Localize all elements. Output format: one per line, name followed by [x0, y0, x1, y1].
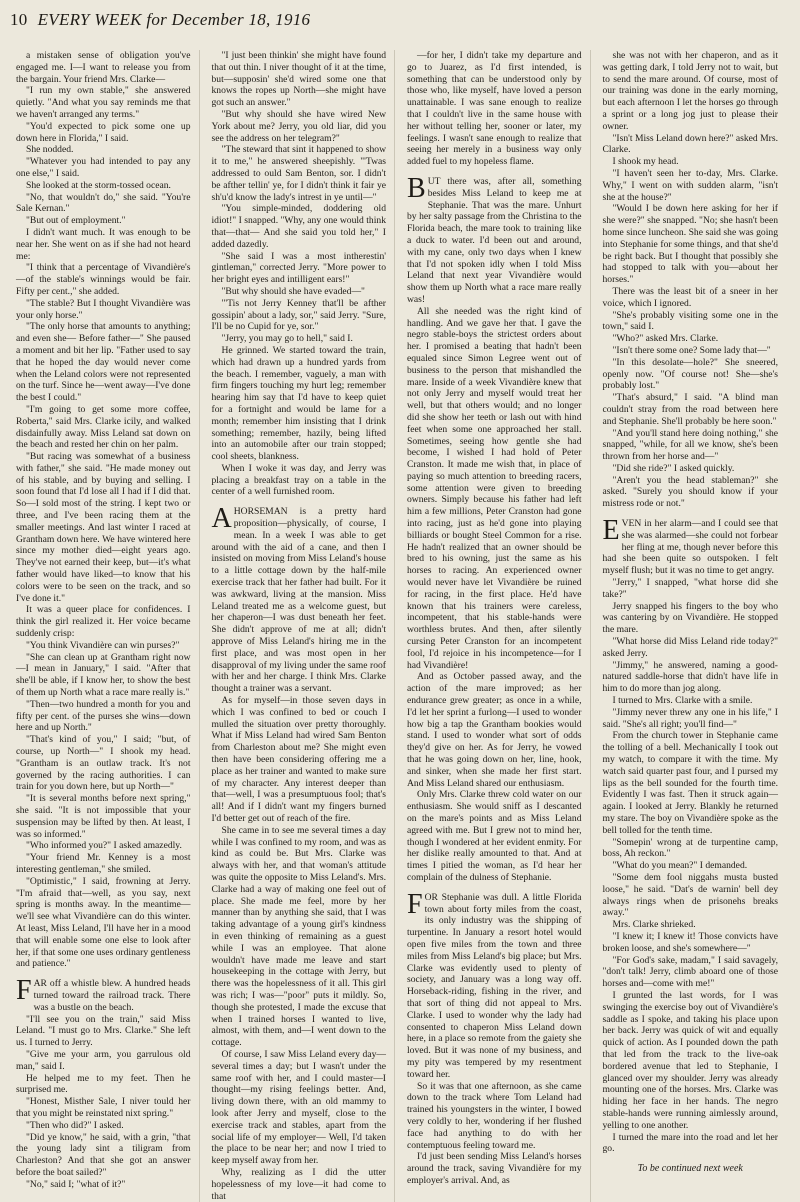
column-4 [603, 50, 787, 1202]
paragraph [603, 730, 779, 836]
paragraph-text: "I just been thinkin' she might have found that out thin. I niver thought of it at the time, but—supposin' she'd wired some one that knows the ropes up North—she might have got such an answer." [211, 50, 386, 109]
paragraph [16, 121, 191, 145]
paragraph-text: "I haven't seen her to-day, Mrs. Clarke. Why," I went on with sudden alarm, "isn't she at the house?" [602, 167, 778, 203]
paragraph [16, 321, 191, 404]
column-2 [212, 50, 396, 1202]
paragraph [603, 133, 779, 157]
paragraph-text: From the church tower in Stephanie came the tolling of a bell. Mechanically I took out my watch, to compare it with the time. My watch said quarter past four, and I pursed my lips as the bell sounded for the fourth time. Evidently I was fast. Then it struck again—again. I looked at Jerry. Blankly he returned my stare. The boy on Vivandière spoke as the bell tolled for the tenth time. [602, 730, 778, 836]
paragraph-text: "Jerry," I snapped, "what horse did she take?" [602, 577, 778, 600]
paragraph [212, 1167, 387, 1202]
paragraph [212, 251, 387, 286]
paragraph-text: So it was that one afternoon, as she came down to the track where Tom Leland had trained his youngsters in the winter, I bowed very coldly to her, wondering if her flushed face had anything to do with her contemptuous feeling toward me. [407, 1080, 582, 1151]
paragraph [212, 203, 387, 250]
paragraph-text: He helped me to my feet. Then he surprised me. [16, 1072, 191, 1096]
paragraph-text: "She's probably visiting some one in the town," said I. [602, 309, 778, 333]
paragraph [16, 1073, 191, 1097]
paragraph-text: He grinned. We started toward the train, which had drawn up a hundred yards from the beach. I remember, vaguely, a man with firm fingers touching my hurt leg; remember hearing him say that I'd have to keep quiet for a fortnight and would be lame for a month; remember him insisting that I drink something; remember, hazily, being lifted into an automobile after our train stopped; cool sheets, blankness. [211, 344, 386, 463]
paragraph-text: "No, that wouldn't do," she said. "You're Sale Kernan." [16, 191, 191, 215]
drop-cap: E [602, 515, 620, 547]
paragraph [603, 333, 779, 345]
paragraph [16, 1179, 191, 1191]
paragraph [603, 931, 779, 955]
paragraph [16, 227, 191, 262]
paragraph [212, 298, 387, 333]
paragraph [603, 345, 779, 357]
paragraph [16, 215, 191, 227]
paragraph-text: "Did she ride?" I asked quickly. [612, 462, 735, 474]
paragraph [16, 640, 191, 652]
paragraph [603, 357, 779, 392]
paragraph [16, 262, 191, 297]
paragraph-text: UT there was, after all, something besides Miss Leland to keep me at Stephanie. That was the mare. Unhurt by her salty passage from the Christina to the Florida beach, the mare took to training like a duck to water. I'd been out and around, with my cane, only two days when I knew that I'd not spoken idly when I told Miss Leland that next year Vivandière would show them up North what a race mare really was! [407, 175, 582, 305]
paragraph [603, 428, 779, 463]
paragraph-text: "In this desolate—hole?" She sneered, openly now. "Of course not! She—she's probably lost." [602, 356, 778, 392]
paragraph-text: "Honest, Misther Sale, I niver tould her that you might be reinstated nixt spring." [16, 1096, 191, 1119]
paragraph [212, 463, 387, 498]
paragraph [16, 144, 191, 156]
paragraph [16, 793, 191, 840]
paragraph-text: "But why should she have wired New York about me? Jerry, you old liar, did you see the address on her telegram?" [211, 108, 386, 144]
paragraph [407, 50, 582, 168]
paragraph [407, 1081, 582, 1152]
continued-note: To be continued next week [637, 1163, 743, 1175]
paragraph [16, 156, 191, 180]
paragraph-text: "For God's sake, madam," I said savagely, "don't talk! Jerry, climb aboard one of those horses and—come with me!" [602, 954, 778, 990]
paragraph [603, 636, 779, 660]
paragraph [212, 1049, 387, 1167]
paragraph-text: "The only horse that amounts to anything; and even she— Before father—" She paused a moment and bit her lip. "Father used to say that he hoped the day would never come when the Leland colors were not represented on the turf. Since he—went away—I've done the best I could." [16, 321, 191, 404]
paragraph [16, 180, 191, 192]
paragraph-text: —for her, I didn't take my departure and go to Juarez, as I'd first intended, is something that can be understood only by those who, like myself, have loved a person unattainable. I was sane enough to realize that I couldn't live in the same house with her without telling her, sooner or later, my feelings. I wasn't sane enough to realize that seeing her merely in a business way only added fuel to my hopeless flame. [407, 50, 582, 168]
paragraph-text: "You think Vivandière can win purses?" [26, 639, 180, 651]
paragraph [407, 671, 582, 789]
paragraph-text: "I think that a percentage of Vivandière's—of the stable's winnings would be fair. Fifty per cent.," she added. [16, 262, 191, 297]
paragraph-text: She came in to see me several times a day while I was confined to my room, and was as kind as could be. But Mrs. Clarke was always with her, and that woman's attitude was quite the opposite to Miss Leland's. Mrs. Clarke had a way of making one feel out of place. She made me feel, more by her manner than by anything she said, that I was taking advantage of a young girl's kindness in even thinking of remaining as a guest while I was an employee. That alone wouldn't have made me leave and start housekeeping in the cottage with Jerry, but there was the hopelessness of it all. This girl was rich; I was—"poor" puts it mildly. So, though she protested, I made the excuse that when I trained horses I wanted to live, almost, with them, and—I went down to the cottage. [211, 824, 386, 1049]
paragraph [603, 156, 779, 168]
paragraph [603, 392, 779, 427]
paragraph-text: She nodded. [26, 144, 74, 156]
paragraph-text: I grunted the last words, for I was swinging the exercise boy out of Vivandière's saddle as I spoke, and taking his place upon her back. Jerry was quick of wit and equally quick of action. As I pounded down the path that led from the track to the live-oak bordered avenue that led to Stephanie, I glanced over my shoulder. Jerry was already mounting one of the horses. Mrs. Clarke was hiding her face in her hands. The negro stable-hands were running aimlessly around, yelling to one another. [602, 989, 778, 1131]
column-3 [407, 50, 591, 1202]
paragraph [603, 990, 779, 1132]
paragraph-text: a mistaken sense of obligation you've engaged me. I—I want to release you from the bargain. Your friend Mrs. Clarke— [16, 50, 191, 85]
paragraph-text: "Then who did?" I asked. [26, 1119, 124, 1131]
paragraph [16, 876, 191, 970]
paragraph-text: "Then—two hundred a month for you and fifty per cent. of the purses she wins—down here and up North." [16, 698, 191, 734]
paragraph-text: "Whatever you had intended to pay any one else," I said. [16, 156, 191, 179]
paragraph-text: OR Stephanie was dull. A little Florida town about forty miles from the coast, its only industry was the shipping of turpentine. In January a resort hotel would open five miles from the town and three miles from Miss Leland's big place; but Mrs. Clarke was evidently used to plenty of society, and January was a long way off. Horseback-riding, fishing in the river, and that sort of thing did not appeal to Mrs. Clarke. I used to wonder why the lady had consented to chaperon Miss Leland down here, in a place so remote from the gaiety she loved. But it was none of my business, and my pity was tempered by my resentment toward her. [407, 891, 582, 1080]
paragraph-text: "Isn't Miss Leland down here?" asked Mrs. Clarke. [602, 132, 778, 156]
paragraph-text: As for myself—in those seven days in which I was confined to bed or couch I mulled the situation over pretty thoroughly. What if Miss Leland had wired Sam Benton from Charleston about me? She might even then have been considering offering me a place as her trainer and wanted to make sure of my character. Any interest deeper than that—well, I was a presumptuous fool; that's all! And if I didn't want my fingers burned I'd better get out of reach of the fire. [211, 695, 386, 824]
paragraph-text: "She said I was a most intherestin' gintleman," corrected Jerry. "More power to her bright eyes and intilligent ears!" [211, 250, 386, 286]
paragraph-text: AR off a whistle blew. A hundred heads turned toward the railroad track. There was a bustle on the beach. [33, 978, 191, 1013]
paragraph [16, 840, 191, 852]
paragraph [602, 515, 779, 577]
paragraph-text: "Give me your arm, you garrulous old man," said I. [16, 1048, 191, 1072]
paragraph-text: "The steward that sint it happened to show it to me," he answered sheepishly. "'Twas addressed to ould Sam Benton, sor. I didn't be afther tellin' ye, for I didn't think it fair ye sh'u'd know the lady's intrest in ye until—" [211, 144, 386, 203]
paragraph-text: "You simple-minded, doddering old idiot!" I snapped. "Why, any one would think that—that— And she said you told her," I added dazedly. [211, 203, 386, 250]
paragraph [16, 192, 191, 216]
paragraph-text: "But out of employment." [26, 215, 126, 227]
paragraph-text: "But racing was somewhat of a business with father," she said. "He made money out of his stable, and by buying and selling. I soon found that I'd lose all I had if I did that. So—I sold most of the string. I kept two or three, and I've been racing them at the smaller meetings. And last winter I raced at Grantham down here. We have wintered here since my mother died—eight years ago. They've not earned their keep, but—it's what father would have liked—to know that his colors were to be seen on the track, and so I've done it." [16, 451, 191, 604]
paragraph [407, 1151, 582, 1186]
paragraph [212, 345, 387, 463]
page-number: 10 [10, 10, 28, 29]
paragraph-text: "And you'll stand here doing nothing," she snapped, "while, for all we know, she's been thrown from her horse and—" [602, 427, 778, 463]
paragraph [16, 1120, 191, 1132]
paragraph-text: There was the least bit of a sneer in her voice, which I ignored. [602, 285, 778, 309]
paragraph-text: "That's kind of you," I said; "but, of course, up North—" I shook my head. "Grantham is an outlaw track. It's not governed by the racing authorities. I can train for you down here, but up North—" [16, 734, 191, 793]
paragraph-text: "Jimmy," he answered, naming a good-natured saddle-horse that didn't have life in him to do more than jog along. [602, 659, 778, 695]
drop-cap: B [407, 172, 426, 204]
paragraph [16, 1096, 191, 1120]
paragraph [212, 109, 387, 144]
page-header [10, 10, 790, 40]
paragraph-text: I turned to Mrs. Clarke with a smile. [612, 695, 753, 707]
paragraph [16, 652, 191, 699]
paragraph [603, 660, 779, 695]
paragraph-text: "Who?" asked Mrs. Clarke. [612, 333, 719, 345]
paragraph [603, 310, 779, 334]
paragraph [212, 333, 387, 345]
paragraph-text: Only Mrs. Clarke threw cold water on our enthusiasm. She would sniff as I descanted on the mare's points and as Miss Leland agreed with me. But I grew not to mind her, though I wondered at her evident enmity. For her dislike really amounted to that. And at times I pitied the woman, as I'd hear her complain of the dulness of Stephanie. [407, 789, 582, 883]
paragraph [603, 860, 779, 872]
paragraph [16, 734, 191, 793]
column-1 [16, 50, 200, 1202]
paragraph [16, 1132, 191, 1179]
paragraph [603, 707, 779, 731]
paragraph [212, 695, 387, 825]
paragraph [603, 168, 779, 203]
paragraph [603, 203, 779, 286]
paragraph-text: All she needed was the right kind of handling. And we gave her that. I gave the negro stable-boys the strictest orders about her. I promised a beating that hadn't been equaled since Simon Legree went out of business to the person that mishandled the mare. Inside of a week Vivandière knew that not only Jerry and myself would treat her well, but that others would; and no longer did she show her teeth or lash out with hind feet when some one approached her stall. Sometimes, seeing how gentle she had become, I wished I had hold of Peter Cranston. It made me wish that, in place of paying so much attention to breeding racers, some attention were given to breeding owners. Simply because his father had left him a few millions, Peter Cranston had gone into racing, just as he'd gone into playing billiards or bought Steel Common for a rise. He hadn't realized that an owner should be bred to his owning, just the same as his horses to racing. An experienced owner would never have let Vivandière be ruined for racing, in the first place. He'd have known that his trainers were careless, incompetent, that his stable-hands were worthless brutes. And then, after silently cursing Peter Cranston for an incompetent fool, I'd rejoice in his incompetence—for I had Vivandière! [407, 305, 582, 671]
paragraph-text: "Did ye know," he said, with a grin, "that the young lady sint a tiligram from Charleston? And that she got an answer before the boat sailed?" [16, 1131, 191, 1178]
paragraph-text: She looked at the storm-tossed ocean. [26, 179, 171, 191]
paragraph-text: I shook my head. [612, 156, 679, 168]
paragraph-text: "Your friend Mr. Kenney is a most interesting gentleman," she smiled. [16, 852, 191, 875]
paragraph [603, 50, 779, 133]
paragraph-text: "I run my own stable," she answered quietly. "And what you say reminds me that we haven't arranged any terms." [16, 85, 191, 120]
paragraph-text: "Jerry, you may go to hell," said I. [221, 333, 353, 345]
paragraph-text: HORSEMAN is a pretty hard proposition—physically, of course, I mean. In a week I was able to get around with the aid of a cane, and then I insisted on moving from Miss Leland's house to a little cottage down by the half-mile exercise track that her father had built. For it was awkward, living at the mansion. Miss Leland treated me as a welcome guest, but her chaperon—I was dust beneath her feet. She didn't approve of me at all; didn't approve of Miss Leland's hiring me in the first place, and was most open in her disapproval of my living under the same roof with her and her charge. I think Mrs. Clarke thought a trainer was a servant. [211, 506, 386, 695]
paragraph-text: I'd just been sending Miss Leland's horses around the track, saving Vivandière for my employer's arrival. And, as [407, 1151, 582, 1186]
paragraph-text: Jerry snapped his fingers to the boy who was cantering by on Vivandière. He stopped the mare. [602, 600, 778, 636]
paragraph-text: "But why should she have evaded—" [221, 285, 365, 297]
paragraph-text: "She can clean up at Grantham right now—I mean in January," I said. "After that she'll be able, if I know her, to show the best of them up North what a race mare really is." [16, 651, 191, 699]
publication-line: EVERY WEEK for December 18, 1916 [37, 10, 311, 29]
paragraph-text: "Would I be down here asking for her if she were?" she snapped. "No; she hasn't been home since luncheon. She said she was going into Stephanie for some things, and that she'd be right back. But I thought that possibly she had stopped to talk with you—about her horses." [602, 203, 778, 286]
paragraph-text: "Isn't there some one? Some lady that—" [612, 344, 771, 356]
paragraph-text: "What do you mean?" I demanded. [612, 860, 748, 872]
paragraph [603, 286, 779, 310]
paragraph [16, 50, 191, 85]
paragraph-text: she was not with her chaperon, and as it was getting dark, I told Jerry not to wait, but to send the mare around. Of course, most of our training was done in the early morning, but each afternoon I let the horses go through a sprint or a long jog just to please their owner. [602, 50, 778, 132]
drop-cap: A [211, 503, 232, 535]
paragraph [16, 975, 191, 1013]
paragraph-text: "Optimistic," I said, frowning at Jerry. "I'm afraid that—well, as you say, next spring is months away. In the meantime—we'll see what Vivandière can do this winter. At least, Miss Leland, I'll have her in a mood that will enable some one else to look after her, if that some one uses ordinary gentleness and patience." [16, 875, 191, 970]
paragraph [603, 601, 779, 636]
paragraph-text: "Who informed you?" I asked amazedly. [26, 840, 182, 852]
paragraph-text: "I'm going to get some more coffee, Roberta," said Mrs. Clarke icily, and walked disdainfully away. Miss Leland sat down on the beach and rested her chin on her palm. [16, 403, 191, 451]
paragraph [603, 463, 779, 475]
drop-cap: F [407, 888, 423, 920]
paragraph [212, 286, 387, 298]
paragraph-text: "You'd expected to pick some one up down here in Florida," I said. [16, 120, 191, 144]
paragraph [16, 699, 191, 734]
paragraph [16, 85, 191, 120]
paragraph [16, 298, 191, 322]
paragraph-text: I didn't want much. It was enough to be near her. She went on as if she had not heard me: [16, 226, 191, 262]
paragraph [603, 475, 779, 510]
paragraph [603, 577, 779, 601]
paragraph-text: When I woke it was day, and Jerry was placing a breakfast tray on a table in the center of a well furnished room. [211, 462, 386, 498]
paragraph [407, 306, 582, 672]
paragraph-text: "The stable? But I thought Vivandière was your only horse." [16, 297, 191, 321]
paragraph-text: "Jimmy never threw any one in his life," I said. "She's all right; you'll find—" [602, 706, 778, 730]
paragraph [16, 1014, 191, 1049]
paragraph [212, 50, 387, 109]
paragraph [407, 789, 582, 883]
paragraph-text: "No," said I; "what of it?" [26, 1178, 126, 1190]
paragraph-text: "Aren't you the head stableman?" she asked. "Surely you should know if your mistress rode or not." [602, 474, 778, 510]
paragraph [16, 604, 191, 639]
paragraph-text: It was a queer place for confidences. I think the girl realized it. Her voice became suddenly crisp: [16, 604, 191, 640]
drop-cap: F [16, 975, 32, 1007]
paragraph-text: "I'll see you on the train," said Miss Leland. "I must go to Mrs. Clarke." She left us. I turned to Jerry. [16, 1013, 191, 1049]
paragraph-text: And as October passed away, and the action of the mare improved; as her endurance grew greater; as once in a while, I'd let her sprint a furlong—I used to wonder how big a tap the Grantham bookies would stand. I used to wonder what sort of odds they'd give on her. As for Jerry, he vowed that he was going down on her, line, hook, and sinker, when she made her first start. And Miss Leland shared our enthusiasm. [407, 671, 582, 789]
paragraph [407, 172, 582, 306]
paragraph-text: "Some dem fool niggahs musta busted loose," he said. "Dat's de warnin' bell dey always rings when de prisonehs breaks away." [602, 871, 778, 919]
paragraph [407, 888, 582, 1081]
paragraph [603, 837, 779, 861]
paragraph-text: "I knew it; I knew it! Those convicts have broken loose, and she's somewhere—" [602, 930, 778, 954]
paragraph-text: "That's absurd," I said. "A blind man couldn't stray from the road between here and Stephanie. She'll probably be here soon." [602, 392, 778, 427]
paragraph [16, 404, 191, 451]
paragraph [16, 1049, 191, 1073]
paragraph [212, 144, 387, 203]
paragraph-text: Why, realizing as I did the utter hopelessness of my love—it had come to that [211, 1166, 386, 1202]
paragraph-text: I turned the mare into the road and let her go. [602, 1131, 778, 1155]
paragraph [16, 852, 191, 876]
paragraph [16, 451, 191, 604]
text-columns [16, 50, 786, 1202]
paragraph-text: Mrs. Clarke shrieked. [612, 919, 696, 931]
paragraph [603, 695, 779, 707]
paragraph-text: "Somepin' wrong at de turpentine camp, boss, Ah reckon." [602, 836, 778, 860]
paragraph-text: VEN in her alarm—and I could see that she was alarmed—she could not forbear her fling at me, though never before this had she been quite so outspoken. I felt myself flush; but it was no time to get angry. [602, 518, 778, 577]
paragraph-text: Of course, I saw Miss Leland every day—several times a day; but I wasn't under the same roof with her, and I could master—I thought—my rising feelings better. And, living down there, with an old mammy to look after Jerry and myself, close to the exercise track and stables, apart from the social life of my employer— Well, I'd taken the place to be near her; and now I tried to keep myself away from her. [211, 1048, 386, 1167]
paragraph [603, 1132, 779, 1156]
paragraph-text: "It is several months before next spring," she said. "It is not impossible that your suspension may be lifted by then. At least, I was so informed." [16, 793, 191, 840]
paragraph-text: "'Tis not Jerry Kenney that'll be afther gossipin' about a lady, sor," said Jerry. "Sure, I'll be no Cupid for ye, sor." [211, 297, 386, 333]
paragraph [603, 955, 779, 990]
paragraph [603, 919, 779, 931]
paragraph [603, 872, 779, 919]
paragraph [211, 503, 387, 695]
paragraph [212, 825, 387, 1049]
paragraph-text: "What horse did Miss Leland ride today?" asked Jerry. [602, 636, 778, 659]
